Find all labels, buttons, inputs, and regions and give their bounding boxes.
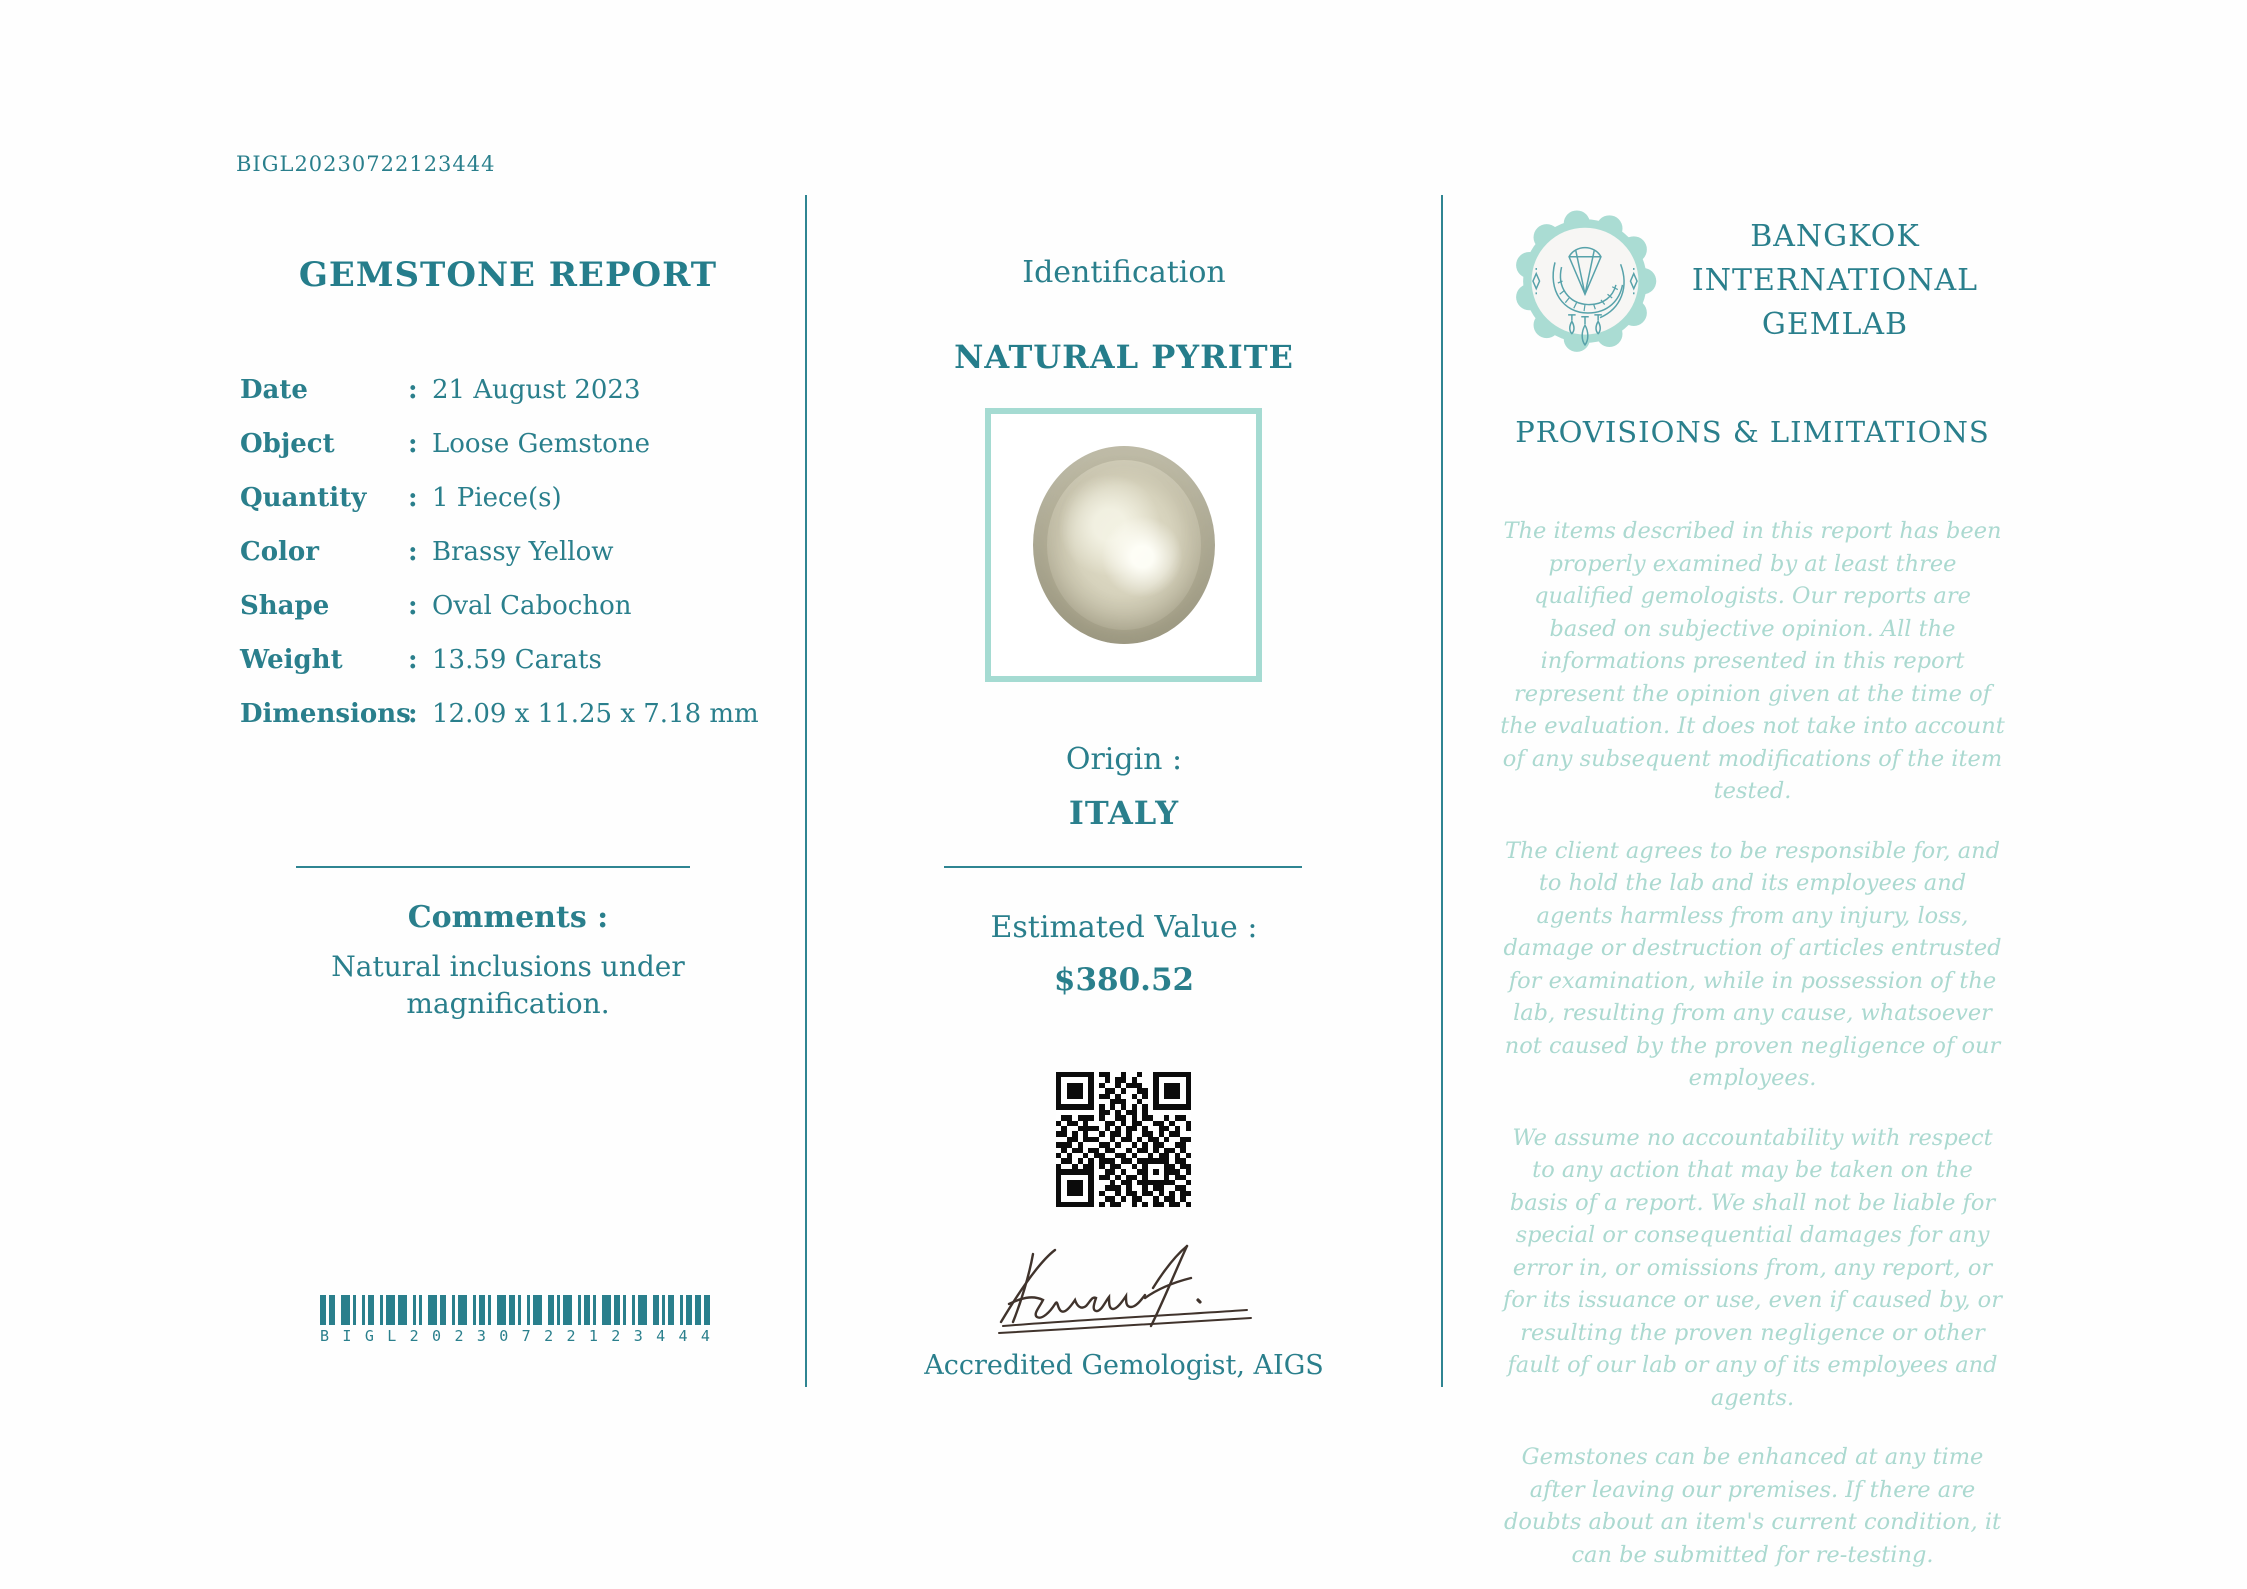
field-label: Dimensions: [240, 699, 411, 729]
provisions-title: PROVISIONS & LIMITATIONS: [1515, 415, 1990, 449]
provisions-text: [1500, 515, 2005, 1589]
barcode-char: 4: [656, 1327, 666, 1345]
barcode-char: 7: [521, 1327, 531, 1345]
gemologist-credential: Accredited Gemologist, AIGS: [924, 1350, 1324, 1381]
field-label: Date: [240, 375, 308, 405]
barcode-char: 0: [432, 1327, 442, 1345]
qr-code-icon: [1056, 1072, 1191, 1207]
comments-divider: [296, 866, 690, 868]
field-separator: :: [408, 645, 418, 675]
report-barcode: [320, 1295, 710, 1345]
field-value: 12.09 x 11.25 x 7.18 mm: [432, 699, 759, 729]
barcode-char: L: [387, 1327, 397, 1345]
provision-paragraph: The client agrees to be responsible for, and to hold the lab and its employees and agents harmless from any injury, loss, damage or destruction of articles entrusted for examination, while in possession of the lab, resulting from any cause, whatsoever not caused by the proven negligence of our employees.: [1503, 837, 2002, 1091]
column-divider-right: [1441, 195, 1443, 1387]
barcode-bars: [320, 1295, 710, 1325]
barcode-char: 2: [409, 1327, 419, 1345]
field-separator: :: [408, 591, 418, 621]
field-value: 21 August 2023: [432, 375, 641, 405]
lab-name-line: GEMLAB: [1761, 307, 1909, 342]
field-separator: :: [408, 375, 418, 405]
gem-species: NATURAL PYRITE: [954, 338, 1294, 376]
report-number: BIGL20230722123444: [236, 152, 496, 176]
field-separator: :: [408, 429, 418, 459]
report-field-row: [240, 579, 760, 633]
field-separator: :: [408, 483, 418, 513]
barcode-char: 4: [700, 1327, 710, 1345]
qr-module: [1186, 1202, 1191, 1207]
origin-label: Origin :: [1065, 742, 1183, 777]
barcode-char: 3: [633, 1327, 643, 1345]
comments-label: Comments :: [407, 900, 609, 935]
barcode-char: 0: [499, 1327, 509, 1345]
barcode-char: 4: [678, 1327, 688, 1345]
gem-photo: [1033, 446, 1215, 644]
provision-paragraph: The items described in this report has been properly examined by at least three qualified gemologists. Our reports are based on subjective opinion. All the informations presented in this report represent the opinion given at the time of the evaluation. It does not take into account of any subsequent modifications of the item tested.: [1500, 518, 2005, 804]
lab-name-line: BANGKOK: [1750, 219, 1920, 254]
lab-name: [1690, 215, 1980, 347]
estimated-value-label: Estimated Value :: [990, 910, 1258, 945]
field-label: Object: [240, 429, 335, 459]
field-separator: :: [408, 699, 418, 729]
report-field-row: [240, 471, 760, 525]
field-label: Color: [240, 537, 319, 567]
barcode-char: 2: [566, 1327, 576, 1345]
report-field-row: [240, 417, 760, 471]
field-value: 13.59 Carats: [432, 645, 602, 675]
barcode-char: I: [342, 1327, 352, 1345]
value-divider: [944, 866, 1302, 868]
field-separator: :: [408, 537, 418, 567]
gemologist-signature: [995, 1238, 1255, 1348]
barcode-char: 1: [588, 1327, 598, 1345]
estimated-value: $380.52: [1053, 962, 1195, 998]
barcode-label: [320, 1327, 710, 1345]
report-fields: [240, 363, 760, 741]
report-field-row: [240, 525, 760, 579]
gem-photo-frame: [985, 408, 1262, 682]
barcode-char: B: [320, 1327, 330, 1345]
field-value: Oval Cabochon: [432, 591, 632, 621]
report-field-row: [240, 363, 760, 417]
field-label: Quantity: [240, 483, 367, 513]
field-value: Brassy Yellow: [432, 537, 614, 567]
gem-badge-icon: [1510, 205, 1660, 361]
barcode-char: 3: [476, 1327, 486, 1345]
field-label: Weight: [240, 645, 343, 675]
report-field-row: [240, 687, 760, 741]
field-value: 1 Piece(s): [432, 483, 562, 513]
barcode-char: 2: [454, 1327, 464, 1345]
lab-name-line: INTERNATIONAL: [1691, 263, 1979, 298]
barcode-char: G: [364, 1327, 374, 1345]
barcode-char: 2: [611, 1327, 621, 1345]
report-field-row: [240, 633, 760, 687]
barcode-bar: [707, 1295, 710, 1325]
origin-value: ITALY: [1068, 794, 1180, 832]
field-label: Shape: [240, 591, 330, 621]
field-value: Loose Gemstone: [432, 429, 650, 459]
comments-text: Natural inclusions under magnification.: [331, 950, 685, 1020]
barcode-char: 2: [544, 1327, 554, 1345]
provision-paragraph: We assume no accountability with respect to any action that may be taken on the basis of a report. We shall not be liable for special or consequential damages for any error in, or omissions from, any report, or for its issuance or use, even if caused by, or resulting the proven negligence or other fault of our lab or any of its employees and agents.: [1503, 1124, 2002, 1411]
provision-paragraph: Gemstones can be enhanced at any time after leaving our premises. If there are doubts about an item's current condition, it can be submitted for re-testing.: [1503, 1444, 2002, 1568]
report-title: GEMSTONE REPORT: [298, 255, 718, 295]
identification-heading: Identification: [1022, 255, 1226, 290]
